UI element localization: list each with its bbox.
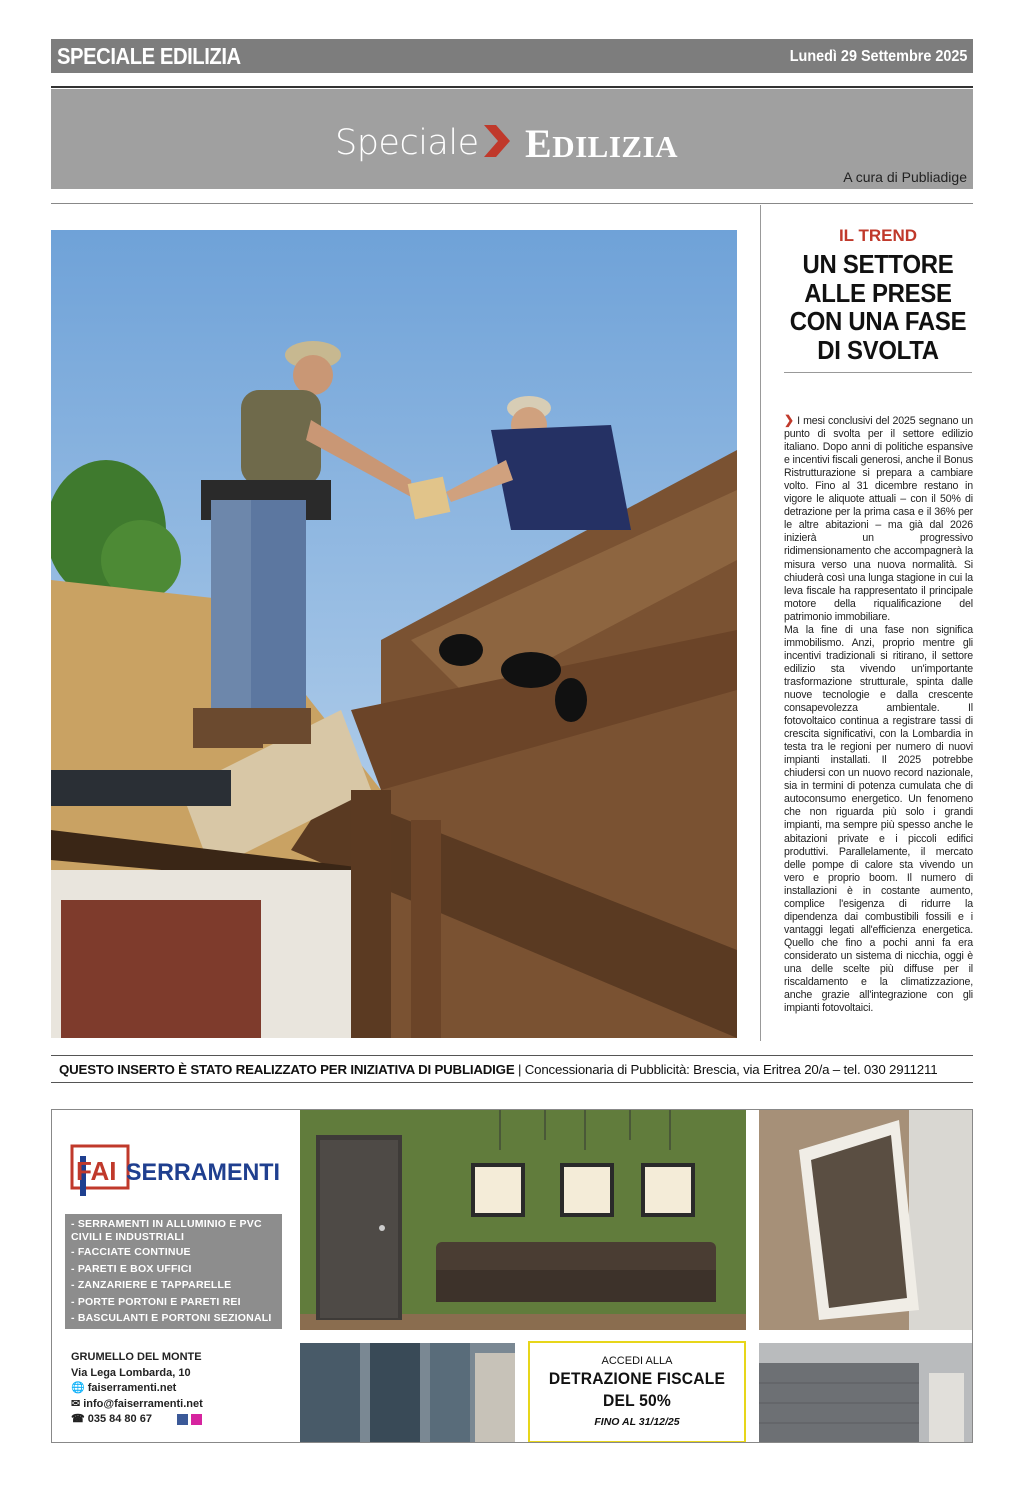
insert-credit-line: QUESTO INSERTO È STATO REALIZZATO PER INIZIATIVA DI PUBLIADIGE | Concessionaria di Pubblicità: Brescia, via Eritrea 20/a – tel. 030 2911211	[59, 1062, 938, 1077]
promo-deadline: FINO AL 31/12/25	[594, 1416, 680, 1428]
service-item: - ZANZARIERE E TAPPARELLE	[71, 1279, 232, 1291]
service-item: - SERRAMENTI IN ALLUMINIO E PVC CIVILI E INDUSTRIALI	[71, 1218, 262, 1243]
divider	[51, 1082, 973, 1083]
svg-text:SERRAMENTI: SERRAMENTI	[126, 1159, 280, 1186]
service-item: - BASCULANTI E PORTONI SEZIONALI	[71, 1312, 272, 1324]
divider	[51, 86, 973, 88]
services-list	[65, 1214, 282, 1329]
column-divider	[760, 205, 761, 1041]
window-photo	[759, 1110, 973, 1330]
article-kicker: IL TREND	[838, 226, 918, 245]
speciale-banner	[51, 89, 973, 189]
street: Via Lega Lombarda, 10	[71, 1366, 191, 1379]
banner-speciale-word: Speciale	[335, 123, 479, 163]
service-item: - PORTE PORTONI E PARETI REI	[71, 1295, 241, 1308]
article-paragraph: I mesi conclusivi del 2025 segnano un punto di svolta per il settore edilizio italiano. Dopo anni di politiche espansive e incentivi fiscali generosi, anche il Bonus Ristrutturazione si prepara a cambiare volto. Fino al 31 dicembre restano in vigore le aliquote attuali – con il 50% di detrazione per la prima casa e il 36% per le altre abitazioni – ma già dal 2026 inizierà un progressivo ridimensionamento che accompagnerà la misura verso una nuova normalità. Si chiuderà così una lunga stagione in cui la leva fiscale ha rappresentato il principale motore della riqualificazione del patrimonio immobiliare.	[784, 415, 973, 623]
interior-door-sofa-photo	[300, 1110, 746, 1330]
facebook-icon[interactable]	[177, 1414, 188, 1425]
divider	[51, 203, 973, 204]
promo-line: ACCEDI ALLA	[601, 1355, 673, 1367]
phone-icon: ☎	[71, 1413, 85, 1425]
garage-door-photo	[759, 1343, 973, 1443]
article-headline: UN SETTORE ALLE PRESE CON UNA FASE DI SVOLTA	[789, 249, 967, 365]
email-link[interactable]: info@faiserramenti.net	[83, 1397, 203, 1410]
phone-number: 035 84 80 67	[87, 1413, 152, 1425]
divider	[784, 372, 972, 373]
svg-text:FAI: FAI	[76, 1156, 117, 1186]
service-item: - PARETI E BOX UFFICI	[71, 1262, 192, 1275]
contact-block	[71, 1350, 203, 1428]
article-paragraph: Ma la fine di una fase non significa immobilismo. Anzi, proprio mentre gli incentivi tradizionali si ritirano, il settore edilizio sta vivendo un'importante trasformazione strutturale, spinta dalle nuove tecnologie e dalla crescente consapevolezza ambientale. Il fotovoltaico continua a registrare tassi di crescita significativi, con la Lombardia in testa tra le regioni per numero di nuovi impianti installati. Il 2025 potrebbe chiudersi con un nuovo record nazionale, sia in termini di potenza cumulata che di autoconsumo energetico. Un fenomeno che non riguarda più solo i grandi impianti, ma sempre più spesso anche le abitazioni private e i piccoli edifici produttivi. Parallelamente, il mercato delle pompe di calore sta vivendo un vero e proprio boom. Il numero di installazioni è in costante aumento, complice l'esigenza di ridurre la dipendenza dai combustibili fossili e i vantaggi legati all'efficienza energetica. Quello che fino a pochi anni fa era considerato un sistema di nicchia, oggi è una delle scelte più diffuse per il riscaldamento e la climatizzazione, anche grazie all'integrazione con gli impianti fotovoltaici.	[784, 623, 973, 1015]
roof-workers-photo	[51, 230, 737, 1038]
chevron-right-icon	[482, 125, 512, 157]
fai-serramenti-advertisement	[51, 1109, 973, 1443]
article-body	[784, 414, 973, 1015]
website-link[interactable]: faiserramenti.net	[87, 1382, 177, 1394]
banner-edilizia-word: EDILIZIA	[525, 121, 679, 166]
fai-serramenti-logo	[70, 1142, 284, 1196]
promo-headline: DEL 50%	[603, 1391, 671, 1410]
glass-building-photo	[300, 1343, 515, 1443]
globe-icon: 🌐	[71, 1382, 85, 1394]
issue-date: Lunedì 29 Settembre 2025	[789, 48, 967, 65]
section-header-bar	[51, 39, 973, 73]
chevron-right-icon: ❯	[784, 413, 794, 427]
instagram-icon[interactable]	[191, 1414, 202, 1425]
banner-credit: A cura di Publiadige	[843, 169, 967, 185]
service-item: - FACCIATE CONTINUE	[71, 1246, 191, 1258]
mail-icon: ✉	[71, 1397, 81, 1410]
city: GRUMELLO DEL MONTE	[71, 1351, 202, 1363]
divider	[51, 1055, 973, 1056]
promo-headline: DETRAZIONE FISCALE	[548, 1369, 726, 1388]
section-title: SPECIALE EDILIZIA	[57, 43, 241, 69]
tax-deduction-promo	[528, 1341, 746, 1443]
